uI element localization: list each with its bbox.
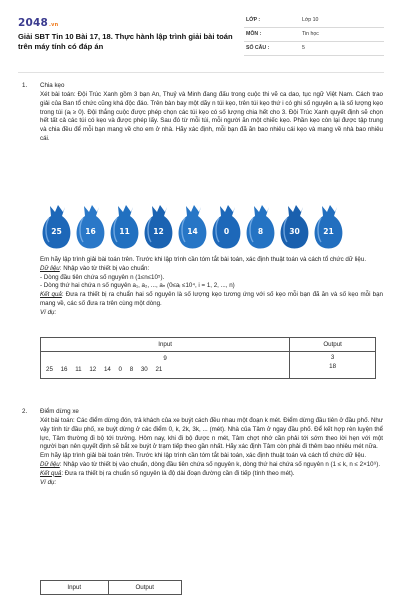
output-value-1: 3 [330,354,335,361]
table-header-input: Input [41,581,109,595]
output-text: : Đưa ra thiết bị ra chuẩn hai số nguyên là số lượng kẹo tương ứng với số kẹo mỗi bạn đã ăn và số kẹo mỗi bạn mang về, các số đưa ra trên cùng một dòng. [40,291,383,307]
example-table [40,337,376,379]
candy-bag [244,202,277,250]
bag-value: 12 [153,227,164,236]
table-header-output: Output [108,581,182,595]
problem-statement [40,91,383,144]
example-table [40,580,182,595]
bag-value: 14 [187,227,198,236]
input-label: Dữ liệu [40,460,60,468]
candy-bag [40,202,73,250]
output-label: Kết quả [40,469,62,477]
candy-bag [108,202,141,250]
problem-task [40,256,383,318]
meta-value: 5 [302,45,305,51]
task-text: Em hãy lập trình giải bài toán trên. Trước khi lập trình cần tóm tắt bài toán, xác định thuật toán và cách tổ chức dữ liệu. [40,256,367,263]
meta-row-grade [244,14,384,28]
header-divider [18,72,384,73]
meta-row-subject [244,28,384,42]
problem-number: 2. [22,408,28,415]
meta-info-box [244,14,384,56]
site-logo[interactable] [18,16,58,31]
input-text: : Nhập vào từ thiết bị vào chuẩn: [59,264,150,272]
meta-label: LỚP : [246,17,261,23]
output-text: : Đưa ra thiết bị ra chuẩn số nguyên là độ dài đoạn đường cần đi tiếp (tính theo mét). [61,469,295,477]
bag-value: 0 [223,227,230,236]
table-header-input: Input [41,338,290,352]
meta-value: Tin học [302,31,319,37]
input-label: Dữ liệu [40,264,60,272]
meta-label: MÔN : [246,31,262,37]
candy-bag [142,202,175,250]
meta-label: SỐ CÂU : [246,45,270,51]
logo-text: 2048 [18,17,49,29]
example-label: Ví dụ: [40,308,57,316]
input-cell [41,352,290,379]
input-line-1: - Dòng đầu tiên chứa số nguyên n (1≤n≤10⁵). [40,273,165,281]
bag-value: 25 [51,227,62,236]
problem-title: Điểm dừng xe [40,408,79,415]
output-cell [290,352,376,379]
candy-bag [210,202,243,250]
bag-value: 11 [119,227,130,236]
bag-value: 30 [289,227,300,236]
table-row [41,352,376,379]
table-header-output: Output [290,338,376,352]
input-values: 25 16 11 12 14 0 8 30 21 [46,366,163,373]
task-text: Em hãy lập trình giải bài toán trên. Trước khi lập trình cần tóm tắt bài toán, xác định thuật toán và cách tổ chức dữ liệu. [40,452,367,460]
input-line-2: - Dòng thứ hai chứa n số nguyên a₁, a₂, ..., aₙ (0≤aᵢ ≤10⁴, i = 1, 2, ..., n) [40,282,235,290]
bag-value: 21 [323,227,334,236]
input-text: : Nhập vào từ thiết bị vào chuẩn, dòng đầu tiên chứa số nguyên k, dòng thứ hai chứa số nguyên n (1 ≤ k, n ≤ 2×10⁹). [59,460,381,468]
problem-statement [40,417,383,487]
statement-label: Xét bài toán: [40,417,75,424]
example-label: Ví dụ: [40,478,57,486]
candy-bag [176,202,209,250]
bag-value: 16 [85,227,96,236]
candy-bag [312,202,345,250]
meta-row-question-count [244,42,384,56]
candy-bags-illustration [40,202,350,254]
candy-bag [278,202,311,250]
bag-value: 8 [257,227,264,236]
candy-bag [74,202,107,250]
statement-label: Xét bài toán: [40,91,76,98]
statement-text: Các điểm dừng đón, trả khách của xe buýt cách đều nhau một đoạn k mét. Điểm dừng đầu tiên ở đầu phố. Như vậy tính từ đầu phố, xe buýt dừng ở các điểm 0, k, 2k, 3k, ... (mét). Nhà của Tâm ở ngay đầu phố. Để kết hợp rèn luyện thể lực, Tâm thường đi bộ tới trường. Hôm nay, khi đi bộ được n mét, Tâm chợt nhớ cần phải tới sớm theo lời hẹn với một người bạn nên quyết định sẽ bắt xe buýt ở trạm tiếp theo gần nhất. Hãy xác định Tâm còn phải đi thêm bao nhiêu mét nữa. [40,417,384,451]
output-label: Kết quả [40,291,62,299]
problem-number: 1. [22,82,28,89]
document-title: Giải SBT Tin 10 Bài 17, 18. Thực hành lập trình giải bài toán trên máy tính có đáp án [18,32,233,52]
meta-value: Lớp 10 [302,17,319,23]
logo-suffix: .vn [49,22,59,28]
input-n: 9 [163,355,167,362]
problem-title: Chia kẹo [40,82,65,89]
document-header [18,14,384,68]
output-value-2: 18 [329,362,337,370]
statement-text: Đội Trúc Xanh gồm 3 bạn An, Thuỷ và Minh đang đấu trong cuộc thi vẽ ca dao, tục ngữ Việt Nam. Cách trao giải của Ban tổ chức cũng khá độc đáo. Trên bàn bay một dãy n túi kẹo, trên túi kẹo thứ i có ghi số nguyên aᵢ là số lượng kẹo trong túi (aᵢ ≥ 0). Đội thắng cuộc được phép chọn các túi kẹo có số lượng chia hết cho 3. Đội Trúc Xanh quyết định sẽ chọn hết tất cả các túi có kẹo và được phép lấy. Sau đó từ mỗi túi, mỗi người ăn một chiếc kẹo. Phần kẹo còn lại được tập trung và chia đều để mỗi bạn mang về cho em ở nhà. Hãy xác định, mỗi bạn đã ăn bao nhiêu cái kẹo và mang về nhà bao nhiêu cái. [40,91,383,142]
